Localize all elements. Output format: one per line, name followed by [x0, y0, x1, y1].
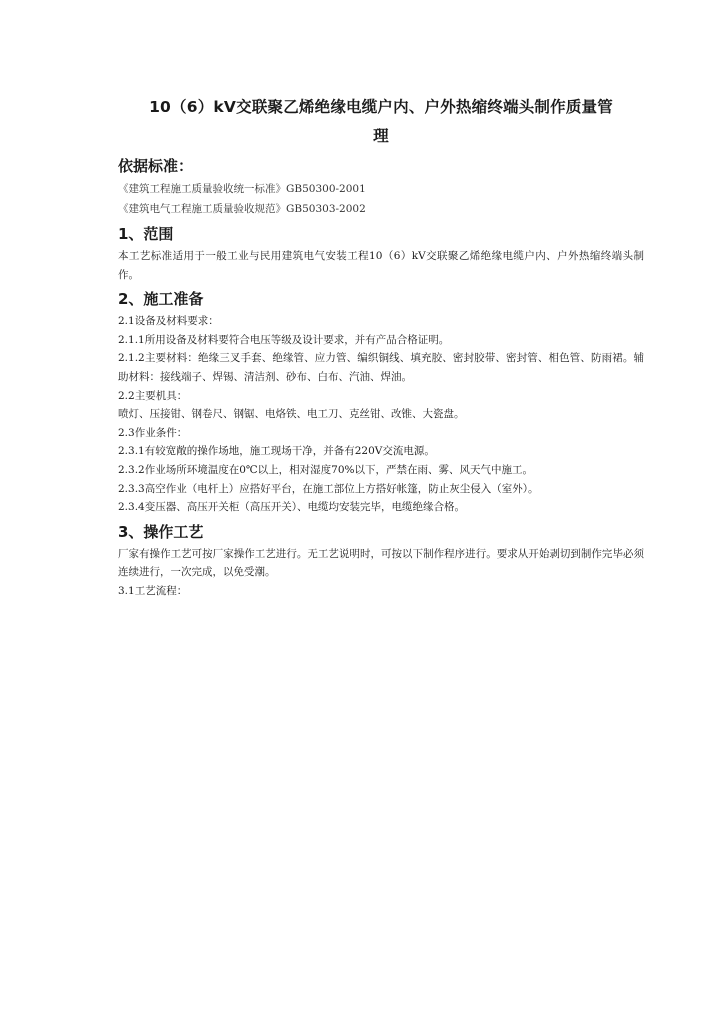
- paragraph: 2.3作业条件：: [118, 426, 188, 439]
- title-line-1: 10（6）kV交联聚乙烯绝缘电缆户内、户外热缩终端头制作质量管: [149, 98, 613, 116]
- paragraph: 2.3.3高空作业（电杆上）应搭好平台，在施工部位上方搭好帐篷，防止灰尘侵入（室外）。: [118, 482, 539, 495]
- standards-list: [118, 179, 644, 219]
- paragraph: 2.1设备及材料要求：: [118, 315, 219, 328]
- paragraph: 2.3.4变压器、高压开关柜（高压开关）、电缆均安装完毕，电缆绝缘合格。: [118, 501, 465, 514]
- title-line-2: 理: [373, 127, 389, 145]
- basis-heading: 依据标准：: [118, 157, 194, 175]
- paragraph: 2.2主要机具：: [118, 389, 188, 402]
- section-heading-scope: 1、范围: [118, 225, 174, 243]
- paragraph: 厂家有操作工艺可按厂家操作工艺进行。无工艺说明时，可按以下制作程序进行。要求从开始剥切到制作完毕必须连续进行，一次完成，以免受潮。: [118, 547, 644, 579]
- paragraph: 3.1工艺流程：: [118, 584, 188, 597]
- document-body: [118, 93, 644, 601]
- document-title: [118, 93, 644, 151]
- paragraph: 2.1.1所用设备及材料要符合电压等级及设计要求，并有产品合格证明。: [118, 333, 450, 346]
- standard-item: 《建筑工程施工质量验收统一标准》GB50300-2001: [118, 183, 366, 195]
- paragraph: 喷灯、压接钳、钢卷尺、钢锯、电烙铁、电工刀、克丝钳、改锥、大瓷盘。: [118, 408, 465, 421]
- paragraph: 2.3.2作业场所环境温度在0℃以上，相对湿度70%以下，严禁在雨、雾、风天气中施工。: [118, 463, 533, 476]
- section-heading-process: 3、操作工艺: [118, 522, 204, 541]
- paragraph: 本工艺标准适用于一般工业与民用建筑电气安装工程10（6）kV交联聚乙烯绝缘电缆户内、户外热缩终端头制作。: [118, 250, 644, 281]
- paragraph: 2.1.2主要材料：绝缘三叉手套、绝缘管、应力管、编织铜线、填充胶、密封胶带、密封管、相色管、防雨裙。辅助材料：接线端子、焊锡、清洁剂、砂布、白布、汽油、焊油。: [118, 352, 644, 383]
- standard-item: 《建筑电气工程施工质量验收规范》GB50303-2002: [118, 203, 366, 215]
- section-heading-preparation: 2、施工准备: [118, 290, 204, 309]
- paragraph: 2.3.1有较宽敞的操作场地，施工现场干净，并备有220V交流电源。: [118, 445, 435, 458]
